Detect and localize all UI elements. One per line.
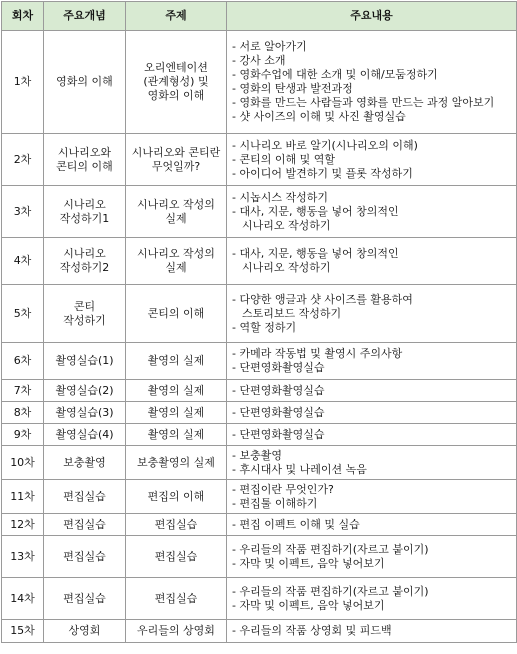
topic-cell-text: 촬영의 실제 [147,405,205,419]
session-cell-text: 3차 [13,204,32,218]
concept-cell [44,514,126,536]
topic-cell [126,514,227,536]
table-row [2,238,517,285]
table-row [2,578,517,620]
topic-cell [126,402,227,424]
content-line: - 우리들의 작품 편집하기(자르고 붙이기) [232,542,429,556]
session-cell [2,424,44,446]
topic-cell-text: 시나리오 작성의 실제 [137,197,215,225]
concept-cell [44,31,126,134]
session-cell [2,578,44,620]
table-row [2,480,517,514]
header-topic: 주제 [126,2,227,31]
content-line: - 아이디어 발견하기 및 플롯 작성하기 [232,166,413,180]
content-cell [227,285,517,343]
content-line: - 단편영화촬영실습 [232,405,325,419]
topic-cell-text: 편집실습 [154,517,198,531]
session-cell-text: 5차 [13,306,32,320]
topic-cell [126,578,227,620]
table-row [2,31,517,134]
content-line: - 편집이란 무엇인가? [232,482,334,496]
concept-cell-text: 촬영실습(3) [55,405,114,419]
concept-cell-text: 시나리오와 콘티의 이해 [56,145,113,173]
table-row [2,380,517,402]
topic-cell-text: 오리엔테이션 (관계형성) 및 영화의 이해 [143,61,209,102]
concept-cell-text: 편집실습 [63,591,106,605]
content-cell [227,578,517,620]
table-row [2,620,517,643]
topic-cell [126,536,227,578]
content-line: - 영화를 만드는 사람들과 영화를 만드는 과정 알아보기 [232,96,495,109]
session-cell [2,380,44,402]
content-cell [227,238,517,285]
content-cell [227,514,517,536]
content-line: - 단편영화촬영실습 [232,361,325,374]
content-line: - 단편영화촬영실습 [232,383,325,397]
concept-cell-text: 편집실습 [63,517,106,531]
topic-cell-text: 촬영의 실제 [147,354,205,367]
session-cell [2,285,44,343]
table-row [2,285,517,343]
content-line: - 자막 및 이펙트, 음악 넣어보기 [232,598,385,612]
content-line: - 시나리오 바로 알기(시나리오의 이해) [232,138,418,152]
topic-cell-text: 우리들의 상영회 [137,624,215,637]
topic-cell [126,424,227,446]
session-cell-text: 14차 [10,591,35,605]
session-cell [2,31,44,134]
content-line: - 우리들의 작품 상영회 및 피드백 [232,624,392,637]
table-row [2,446,517,480]
content-line: - 우리들의 작품 편집하기(자르고 붙이기) [232,584,429,598]
content-cell [227,480,517,514]
concept-cell [44,186,126,238]
topic-cell [126,446,227,480]
topic-cell [126,343,227,380]
concept-cell [44,578,126,620]
content-line: 시나리오 작성하기 [242,261,331,274]
content-line: - 강사 소개 [232,54,286,67]
concept-cell-text: 촬영실습(4) [55,427,114,441]
session-cell [2,343,44,380]
content-cell [227,446,517,480]
content-line: - 서로 알아가기 [232,40,307,53]
topic-cell-text: 편집실습 [154,549,198,563]
content-line: - 다양한 앵글과 샷 사이즈를 활용하여 [232,292,413,306]
topic-cell-text: 보충촬영의 실제 [137,455,215,469]
header-row [2,2,517,31]
session-cell [2,134,44,186]
topic-cell [126,380,227,402]
content-cell [227,343,517,380]
session-cell [2,620,44,643]
topic-cell-text: 편집의 이해 [147,489,205,503]
concept-cell [44,446,126,480]
table-row [2,514,517,536]
table-row [2,343,517,380]
session-cell-text: 2차 [13,152,32,166]
content-line: - 대사, 지문, 행동을 넣어 창의적인 [232,247,399,260]
content-cell [227,424,517,446]
content-cell [227,31,517,134]
concept-cell [44,424,126,446]
concept-cell [44,285,126,343]
table-row [2,186,517,238]
session-cell [2,238,44,285]
topic-cell-text: 시나리오 작성의 실제 [137,247,215,274]
session-cell [2,402,44,424]
content-line: - 후시대사 및 나레이션 녹음 [232,462,367,476]
content-line: - 대사, 지문, 행동을 넣어 창의적인 [232,204,399,218]
concept-cell [44,238,126,285]
table-row [2,424,517,446]
session-cell-text: 8차 [13,405,32,419]
concept-cell-text: 편집실습 [63,549,106,563]
concept-cell-text: 촬영실습(2) [55,383,114,397]
session-cell [2,186,44,238]
session-cell [2,480,44,514]
content-line: 스토리보드 작성하기 [242,306,342,320]
concept-cell-text: 시나리오 작성하기1 [59,197,110,225]
topic-cell [126,186,227,238]
table-row [2,134,517,186]
session-cell-text: 12차 [10,517,35,531]
topic-cell [126,620,227,643]
header-content: 주요내용 [227,2,517,31]
header-session: 회차 [2,2,44,31]
topic-cell-text: 촬영의 실제 [147,427,205,441]
concept-cell-text: 영화의 이해 [56,75,113,88]
session-cell-text: 11차 [10,489,35,503]
content-line: - 영화수업에 대한 소개 및 이해/모둠정하기 [232,68,438,81]
content-line: - 샷 사이즈의 이해 및 사진 촬영실습 [232,110,406,123]
concept-cell [44,536,126,578]
topic-cell [126,238,227,285]
content-cell [227,186,517,238]
concept-cell-text: 촬영실습(1) [55,354,114,367]
session-cell-text: 10차 [10,455,35,469]
content-line: - 역할 정하기 [232,320,297,334]
session-cell [2,536,44,578]
session-cell [2,446,44,480]
session-cell-text: 13차 [10,549,35,563]
content-line: - 편집툴 이해하기 [232,496,318,510]
table-row [2,402,517,424]
content-line: - 편집 이펙트 이해 및 실습 [232,517,360,531]
content-line: 시나리오 작성하기 [242,218,331,232]
topic-cell [126,31,227,134]
session-cell-text: 1차 [13,75,32,88]
content-line: - 콘티의 이해 및 역할 [232,152,335,166]
concept-cell-text: 콘티 작성하기 [63,299,106,327]
content-line: - 단편영화촬영실습 [232,427,325,441]
content-line: - 자막 및 이펙트, 음악 넣어보기 [232,556,385,570]
concept-cell-text: 상영회 [68,624,101,637]
content-line: - 시놉시스 작성하기 [232,190,328,204]
concept-cell-text: 편집실습 [63,489,106,503]
table-row [2,536,517,578]
concept-cell [44,620,126,643]
session-cell [2,514,44,536]
header-concept: 주요개념 [44,2,126,31]
topic-cell-text: 촬영의 실제 [147,383,205,397]
content-cell [227,402,517,424]
curriculum-table [1,1,517,643]
content-cell [227,380,517,402]
session-cell-text: 4차 [13,254,32,267]
content-line: - 영화의 탄생과 발전과정 [232,82,353,95]
topic-cell-text: 시나리오와 콘티란 무엇일까? [131,145,221,173]
concept-cell [44,402,126,424]
content-line: - 보충촬영 [232,448,282,462]
session-cell-text: 9차 [13,427,32,441]
content-line: - 카메라 작동법 및 촬영시 주의사항 [232,347,403,360]
concept-cell [44,343,126,380]
concept-cell [44,480,126,514]
concept-cell [44,134,126,186]
content-cell [227,134,517,186]
topic-cell [126,480,227,514]
session-cell-text: 15차 [10,624,35,637]
session-cell-text: 7차 [13,383,32,397]
topic-cell [126,285,227,343]
content-cell [227,620,517,643]
topic-cell [126,134,227,186]
concept-cell-text: 보충촬영 [63,455,106,469]
topic-cell-text: 콘티의 이해 [147,306,205,320]
session-cell-text: 6차 [13,354,32,367]
concept-cell [44,380,126,402]
topic-cell-text: 편집실습 [154,591,198,605]
concept-cell-text: 시나리오 작성하기2 [59,247,110,274]
content-cell [227,536,517,578]
